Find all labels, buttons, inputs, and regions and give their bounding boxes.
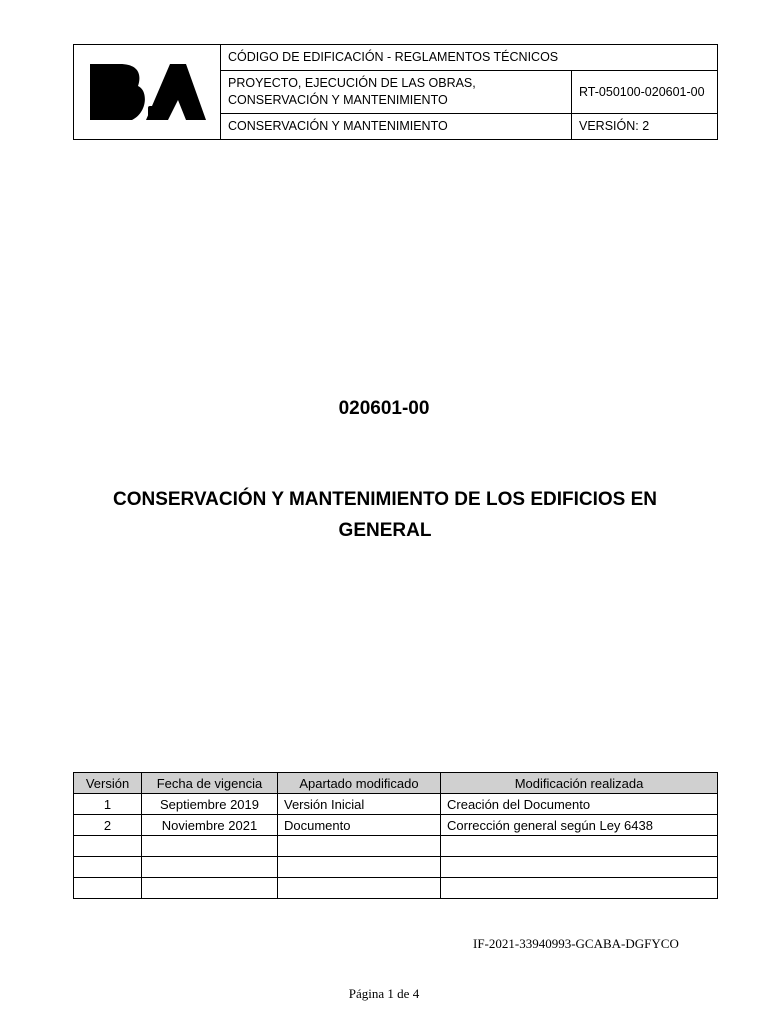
version-label: VERSIÓN: 2 [572, 113, 718, 139]
table-row [74, 857, 718, 878]
project-title: PROYECTO, EJECUCIÓN DE LAS OBRAS, CONSERVACIÓN Y MANTENIMIENTO [221, 71, 572, 113]
cell-version [74, 878, 142, 899]
cell-date [142, 878, 278, 899]
cell-version [74, 857, 142, 878]
version-history-table [73, 772, 718, 899]
table-row [74, 836, 718, 857]
doc-code: RT-050100-020601-00 [572, 71, 718, 113]
cell-section: Documento [278, 815, 441, 836]
table-row [74, 815, 718, 836]
document-number: 020601-00 [338, 398, 430, 419]
cell-version [74, 836, 142, 857]
page-number: Página 1 de 4 [348, 986, 420, 1001]
cell-date: Noviembre 2021 [142, 815, 278, 836]
table-row [74, 794, 718, 815]
cell-section: Versión Inicial [278, 794, 441, 815]
cell-date: Septiembre 2019 [142, 794, 278, 815]
cell-version: 1 [74, 794, 142, 815]
cell-version: 2 [74, 815, 142, 836]
document-id: IF-2021-33940993-GCABA-DGFYCO [473, 936, 679, 951]
cell-date [142, 836, 278, 857]
cell-change [441, 857, 718, 878]
cell-change: Corrección general según Ley 6438 [441, 815, 718, 836]
column-header-change: Modificación realizada [441, 773, 718, 794]
ba-logo-icon [86, 60, 208, 124]
cell-change [441, 878, 718, 899]
ba-logo-cell [74, 45, 221, 140]
cell-date [142, 857, 278, 878]
column-header-version: Versión [74, 773, 142, 794]
table-row [74, 878, 718, 899]
column-header-date: Fecha de vigencia [142, 773, 278, 794]
document-title: CONSERVACIÓN Y MANTENIMIENTO DE LOS EDIFICIOS EN GENERAL [112, 489, 658, 541]
cell-change: Creación del Documento [441, 794, 718, 815]
cell-section [278, 836, 441, 857]
code-title: CÓDIGO DE EDIFICACIÓN - REGLAMENTOS TÉCNICOS [221, 45, 718, 71]
column-header-section: Apartado modificado [278, 773, 441, 794]
cell-change [441, 836, 718, 857]
section-title: CONSERVACIÓN Y MANTENIMIENTO [221, 113, 572, 139]
cell-section [278, 857, 441, 878]
cell-section [278, 878, 441, 899]
document-header [73, 44, 718, 140]
